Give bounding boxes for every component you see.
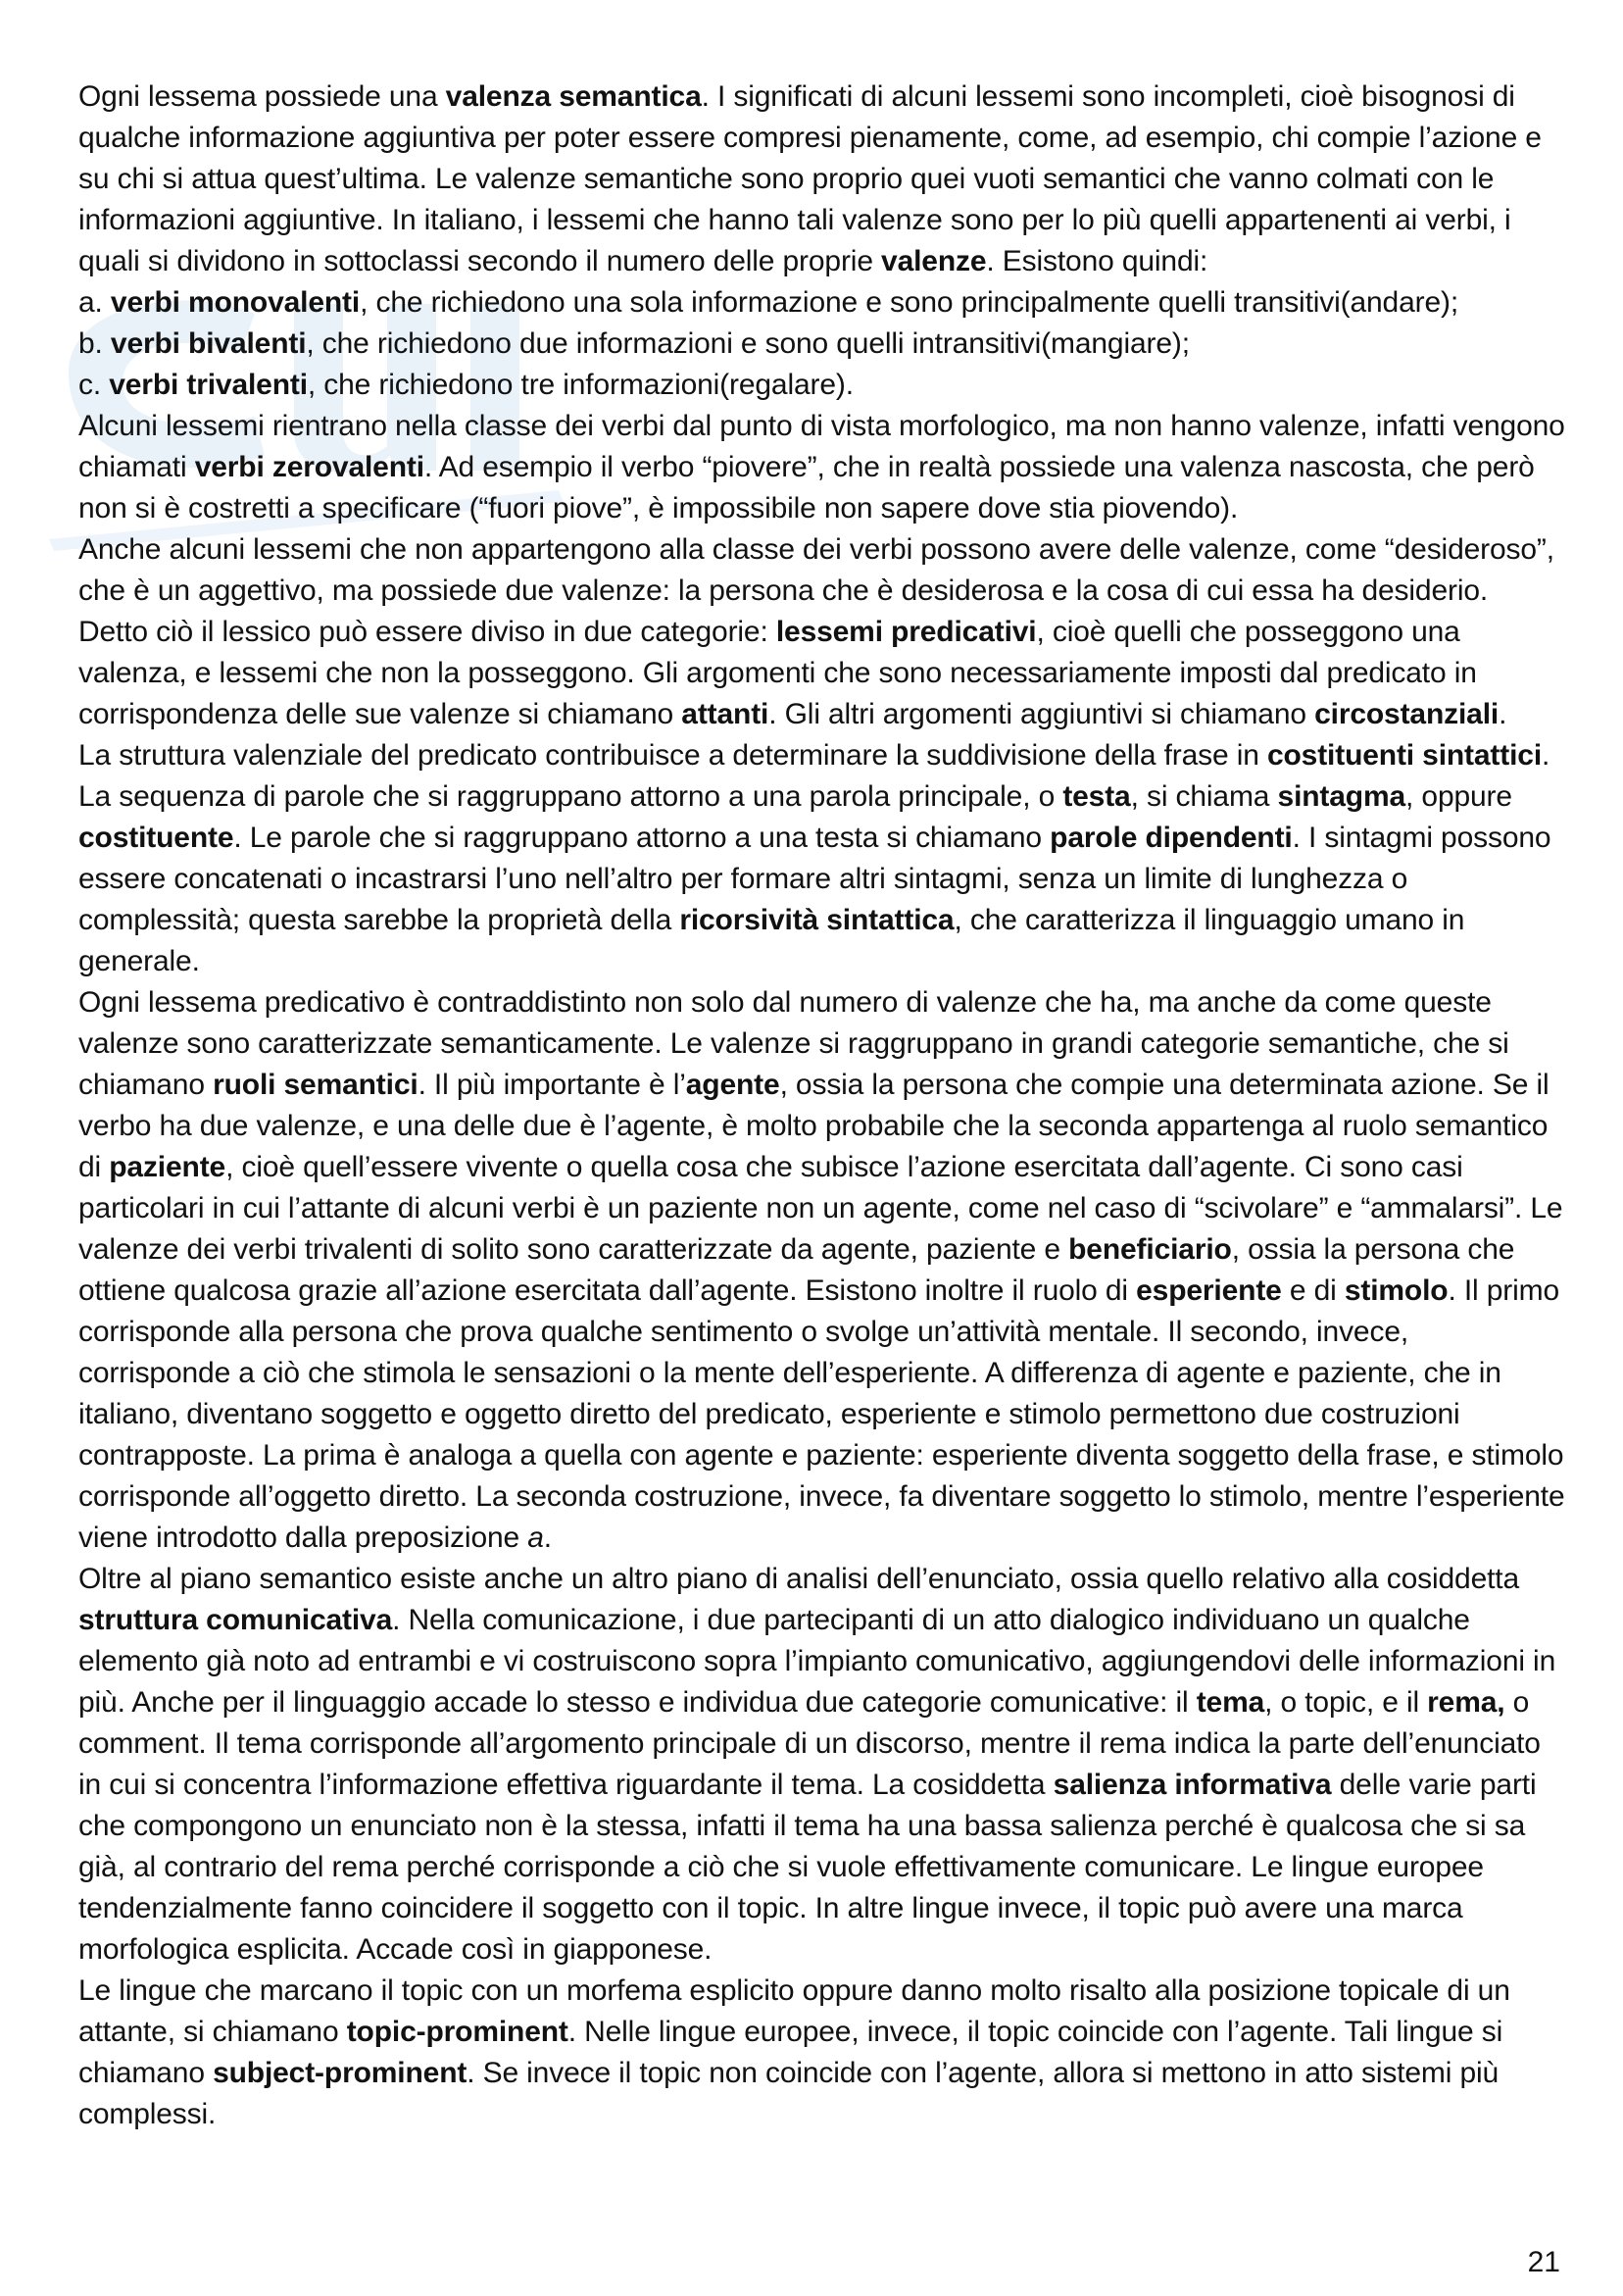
italic-term: a	[527, 1522, 544, 1554]
text-run: Ogni lessema predicativo è contraddistinto non solo dal numero di valenze che ha, ma anche da come queste valenze sono caratterizzate semanticamente. Le valenze si raggruppano in grandi categorie semantiche, che si chiamano	[78, 986, 1509, 1101]
text-run: , cioè quelli che posseggono una valenza, e lessemi che non la posseggono. Gli argomenti che sono necessariamente imposti dal predicato in corrispondenza delle sue valenze si chiamano	[78, 616, 1477, 730]
text-run: . I sintagmi possono essere concatenati o incastrarsi l’uno nell’altro per formare altri sintagmi, senza un limite di lunghezza o complessità; questa sarebbe la proprietà della	[78, 822, 1551, 936]
bold-term: struttura comunicativa	[78, 1604, 393, 1636]
text-run: , che caratterizza il linguaggio umano in generale.	[78, 904, 1465, 977]
text-run: , si chiama	[1130, 780, 1278, 813]
bold-term: verbi trivalenti	[109, 369, 308, 401]
paragraph	[78, 529, 1568, 612]
text-run: .	[1499, 698, 1507, 730]
text-run: , o topic, e il	[1264, 1686, 1428, 1719]
text-run: Alcuni lessemi rientrano nella classe dei verbi dal punto di vista morfologico, ma non hanno valenze, infatti vengono chiamati	[78, 410, 1565, 483]
bold-term: agente	[685, 1069, 780, 1101]
bold-term: salienza informativa	[1053, 1769, 1332, 1801]
bold-term: rema,	[1427, 1686, 1505, 1719]
text-run: e di	[1281, 1274, 1345, 1307]
paragraph	[78, 612, 1568, 735]
bold-term: valenza semantica	[445, 80, 702, 113]
bold-term: costituenti sintattici	[1266, 739, 1543, 772]
text-run: o comment. Il tema corrisponde all’argomento principale di un discorso, mentre il rema indica la parte dell’enunciato in cui si concentra l’informazione effettiva riguardante il tema. La cosiddetta	[78, 1686, 1541, 1801]
bold-term: testa	[1062, 780, 1131, 813]
bold-term: parole dipendenti	[1050, 822, 1293, 854]
text-run: . Nelle lingue europee, invece, il topic coincide con l’agente. Tali lingue si chiamano	[78, 2016, 1503, 2089]
bold-term: ricorsività sintattica	[679, 904, 955, 936]
text-run: , ossia la persona che compie una determinata azione. Se il verbo ha due valenze, e una delle due è l’agente, è molto probabile che la seconda appartenga al ruolo semantico di	[78, 1069, 1549, 1183]
text-run: . Nella comunicazione, i due partecipanti di un atto dialogico individuano un qualche elemento già noto ad entrambi e vi costruiscono sopra l’impianto comunicativo, aggiungendovi delle informazioni in più. Anche per il linguaggio accade lo stesso e individua due categorie comunicative: il	[78, 1604, 1556, 1719]
paragraph	[78, 365, 1568, 406]
paragraph	[78, 282, 1568, 324]
text-run: . Il più importante è l’	[418, 1069, 686, 1101]
text-run: , che richiedono una sola informazione e sono principalmente quelli transitivi(andare);	[360, 286, 1459, 319]
paragraph	[78, 735, 1568, 982]
bold-term: costituente	[78, 822, 234, 854]
text-run: , cioè quell’essere vivente o quella cosa che subisce l’azione esercitata dall’agente. Ci sono casi particolari in cui l’attante di alcuni verbi è un paziente non un agente, come nel caso di “scivolare” e “ammalarsi”. Le valenze dei verbi trivalenti di solito sono caratterizzate da agente, paziente e	[78, 1151, 1563, 1266]
text-run: , che richiedono due informazioni e sono quelli intransitivi(mangiare);	[306, 327, 1190, 360]
bold-term: verbi bivalenti	[110, 327, 307, 360]
paragraph	[78, 406, 1568, 529]
paragraph	[78, 324, 1568, 365]
bold-term: sintagma	[1277, 780, 1406, 813]
text-run: .	[543, 1522, 552, 1554]
paragraph	[78, 1559, 1568, 1971]
text-run: Detto ciò il lessico può essere diviso in due categorie:	[78, 616, 776, 648]
text-run: , che richiedono tre informazioni(regalare).	[307, 369, 854, 401]
text-run: Le lingue che marcano il topic con un morfema esplicito oppure danno molto risalto alla posizione topicale di un attante, si chiamano	[78, 1974, 1510, 2048]
document-body	[78, 76, 1568, 2135]
text-run: , ossia la persona che ottiene qualcosa grazie all’azione esercitata dall’agente. Esistono inoltre il ruolo di	[78, 1233, 1515, 1307]
bold-term: circostanziali	[1314, 698, 1500, 730]
bold-term: paziente	[109, 1151, 226, 1183]
bold-term: beneficiario	[1068, 1233, 1232, 1266]
text-run: . Il primo corrisponde alla persona che prova qualche sentimento o svolge un’attività mentale. Il secondo, invece, corrisponde a ciò che stimola le sensazioni o la mente dell’esperiente. A differenza di agente e paziente, che in italiano, diventano soggetto e oggetto diretto del predicato, esperiente e stimolo permettono due costruzioni contrapposte. La prima è analoga a quella con agente e paziente: esperiente diventa soggetto della frase, e stimolo corrisponde all’oggetto diretto. La seconda costruzione, invece, fa diventare soggetto lo stimolo, mentre l’esperiente viene introdotto dalla preposizione	[78, 1274, 1565, 1554]
text-run: . Le parole che si raggruppano attorno a una testa si chiamano	[233, 822, 1051, 854]
paragraph	[78, 982, 1568, 1559]
bold-term: tema	[1196, 1686, 1265, 1719]
text-run: Ogni lessema possiede una	[78, 80, 446, 113]
page-number: 21	[1527, 2246, 1560, 2278]
text-run: Oltre al piano semantico esiste anche un altro piano di analisi dell’enunciato, ossia quello relativo alla cosiddetta	[78, 1563, 1520, 1595]
bold-term: valenze	[881, 245, 987, 277]
text-run: Anche alcuni lessemi che non appartengono alla classe dei verbi possono avere delle valenze, come “desideroso”, che è un aggettivo, ma possiede due valenze: la persona che è desiderosa e la cosa di cui essa ha desiderio.	[78, 533, 1554, 607]
paragraph	[78, 76, 1568, 282]
text-run: . Gli altri argomenti aggiuntivi si chiamano	[768, 698, 1315, 730]
paragraph	[78, 1971, 1568, 2135]
text-run: delle varie parti che compongono un enunciato non è la stessa, infatti il tema ha una bassa salienza perché è qualcosa che si sa già, al contrario del rema perché corrisponde a ciò che si vuole effettivamente comunicare. Le lingue europee tendenzialmente fanno coincidere il soggetto con il topic. In altre lingue invece, il topic può avere una marca morfologica esplicita. Accade così in giapponese.	[78, 1769, 1537, 1966]
text-run: . Esistono quindi:	[986, 245, 1208, 277]
bold-term: lessemi predicativi	[775, 616, 1037, 648]
text-run: . Se invece il topic non coincide con l’agente, allora si mettono in atto sistemi più complessi.	[78, 2057, 1500, 2130]
text-run: , oppure	[1405, 780, 1512, 813]
text-run: b.	[78, 327, 111, 360]
bold-term: subject-prominent	[213, 2057, 467, 2089]
text-run: La struttura valenziale del predicato contribuisce a determinare la suddivisione della frase in	[78, 739, 1267, 772]
text-run: a.	[78, 286, 111, 319]
bold-term: esperiente	[1136, 1274, 1282, 1307]
text-run: . Ad esempio il verbo “piovere”, che in realtà possiede una valenza nascosta, che però non si è costretti a specificare (“fuori piove”, è impossibile non sapere dove stia piovendo).	[78, 451, 1535, 524]
text-run: . La sequenza di parole che si raggruppano attorno a una parola principale, o	[78, 739, 1550, 813]
text-run: c.	[78, 369, 110, 401]
bold-term: ruoli semantici	[213, 1069, 418, 1101]
bold-term: verbi monovalenti	[110, 286, 361, 319]
text-run: . I significati di alcuni lessemi sono incompleti, cioè bisognosi di qualche informazione aggiuntiva per poter essere compresi pienamente, come, ad esempio, chi compie l’azione e su chi si attua quest’ultima. Le valenze semantiche sono proprio quei vuoti semantici che vanno colmati con le informazioni aggiuntive. In italiano, i lessemi che hanno tali valenze sono per lo più quelli appartenenti ai verbi, i quali si dividono in sottoclassi secondo il numero delle proprie	[78, 80, 1542, 277]
bold-term: topic-prominent	[346, 2016, 568, 2048]
bold-term: verbi zerovalenti	[194, 451, 424, 483]
bold-term: stimolo	[1344, 1274, 1449, 1307]
bold-term: attanti	[681, 698, 769, 730]
